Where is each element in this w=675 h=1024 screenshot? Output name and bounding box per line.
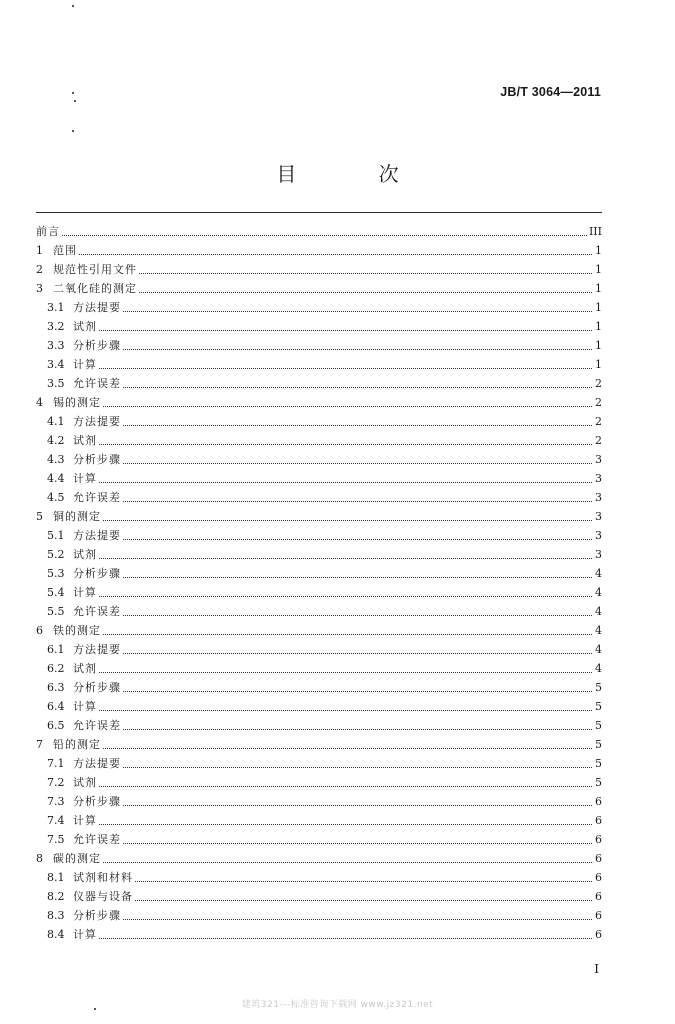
toc-entry bbox=[36, 754, 602, 773]
toc-entry-label: 计算 bbox=[73, 586, 97, 599]
toc-entry bbox=[36, 735, 602, 754]
toc-entry-label: 试剂 bbox=[73, 548, 97, 561]
toc-entry-label: 方法提要 bbox=[73, 529, 121, 542]
toc-entry-label: 计算 bbox=[73, 358, 97, 371]
toc-dot-leader bbox=[99, 545, 592, 564]
toc-dot-leader bbox=[99, 697, 592, 716]
toc-entry bbox=[36, 697, 602, 716]
toc-dot-leader bbox=[99, 431, 592, 450]
toc-entry-label: 计算 bbox=[73, 928, 97, 941]
toc-entry-page: 6 bbox=[595, 909, 602, 922]
toc-entry-page: 3 bbox=[595, 510, 602, 523]
toc-entry-number: 7 bbox=[36, 738, 43, 751]
toc-entry bbox=[36, 526, 602, 545]
toc-dot-leader bbox=[123, 336, 592, 355]
toc-dot-leader bbox=[123, 716, 592, 735]
toc-entry bbox=[36, 925, 602, 944]
toc-entry-label: 方法提要 bbox=[73, 643, 121, 656]
toc-dot-leader bbox=[103, 849, 592, 868]
toc-dot-leader bbox=[123, 754, 592, 773]
toc-entry-label: 试剂 bbox=[73, 320, 97, 333]
toc-entry-number: 7.2 bbox=[47, 776, 65, 789]
toc-entry-page: 5 bbox=[595, 776, 602, 789]
toc-entry-number: 5 bbox=[36, 510, 43, 523]
toc-entry-page: 4 bbox=[595, 662, 602, 675]
toc-dot-leader bbox=[123, 830, 592, 849]
toc-dot-leader bbox=[123, 602, 592, 621]
toc-entry-number: 7.3 bbox=[47, 795, 65, 808]
toc-entry-page: 5 bbox=[595, 681, 602, 694]
toc-entry-number: 8.2 bbox=[47, 890, 65, 903]
toc-dot-leader bbox=[99, 811, 592, 830]
toc-entry-number: 6.1 bbox=[47, 643, 65, 656]
toc-entry bbox=[36, 260, 602, 279]
toc-dot-leader bbox=[79, 241, 592, 260]
toc-dot-leader bbox=[123, 488, 592, 507]
scan-speck bbox=[72, 92, 74, 94]
scan-speck bbox=[94, 1008, 96, 1010]
toc-entry-number: 6.5 bbox=[47, 719, 65, 732]
toc-entry-number: 6.4 bbox=[47, 700, 65, 713]
toc-entry bbox=[36, 640, 602, 659]
toc-entry-page: III bbox=[588, 225, 602, 238]
toc-entry-page: 6 bbox=[595, 814, 602, 827]
toc-dot-leader bbox=[99, 773, 592, 792]
toc-entry-label: 前言 bbox=[36, 225, 60, 238]
toc-entry-label: 试剂 bbox=[73, 662, 97, 675]
toc-dot-leader bbox=[103, 735, 592, 754]
toc-dot-leader bbox=[123, 374, 592, 393]
toc-entry bbox=[36, 488, 602, 507]
toc-dot-leader bbox=[123, 564, 592, 583]
toc-entry bbox=[36, 450, 602, 469]
toc-entry bbox=[36, 374, 602, 393]
toc-dot-leader bbox=[123, 678, 592, 697]
scan-speck bbox=[72, 130, 74, 132]
toc-entry-page: 3 bbox=[595, 548, 602, 561]
scan-speck bbox=[74, 100, 76, 102]
toc-entry-label: 允许误差 bbox=[73, 491, 121, 504]
title-divider bbox=[36, 212, 602, 213]
toc-entry-page: 6 bbox=[595, 852, 602, 865]
toc-entry-number: 5.5 bbox=[47, 605, 65, 618]
toc-entry-number: 4.4 bbox=[47, 472, 65, 485]
toc-entry-number: 4.5 bbox=[47, 491, 65, 504]
toc-entry bbox=[36, 222, 602, 241]
toc-dot-leader bbox=[99, 469, 592, 488]
page-number: I bbox=[594, 962, 599, 976]
toc-dot-leader bbox=[123, 412, 592, 431]
toc-dot-leader bbox=[135, 887, 592, 906]
toc-entry bbox=[36, 906, 602, 925]
toc-entry-page: 2 bbox=[595, 434, 602, 447]
toc-entry bbox=[36, 716, 602, 735]
toc-entry-number: 3.1 bbox=[47, 301, 65, 314]
toc-entry-page: 6 bbox=[595, 795, 602, 808]
toc-entry-page: 1 bbox=[595, 358, 602, 371]
toc-entry-page: 4 bbox=[595, 586, 602, 599]
toc-entry-page: 3 bbox=[595, 491, 602, 504]
toc-entry bbox=[36, 868, 602, 887]
toc-entry-label: 试剂 bbox=[73, 776, 97, 789]
toc-dot-leader bbox=[123, 640, 592, 659]
toc-entry bbox=[36, 621, 602, 640]
toc-entry bbox=[36, 887, 602, 906]
toc-entry-page: 4 bbox=[595, 624, 602, 637]
toc-entry-number: 3.2 bbox=[47, 320, 65, 333]
toc-entry bbox=[36, 393, 602, 412]
toc-entry-page: 1 bbox=[595, 339, 602, 352]
toc-entry bbox=[36, 659, 602, 678]
toc-dot-leader bbox=[123, 792, 592, 811]
toc-entry-page: 6 bbox=[595, 928, 602, 941]
toc-entry-label: 方法提要 bbox=[73, 757, 121, 770]
toc-entry-number: 4 bbox=[36, 396, 43, 409]
toc-entry-number: 8 bbox=[36, 852, 43, 865]
toc-entry-number: 5.3 bbox=[47, 567, 65, 580]
toc-entry-label: 铁的测定 bbox=[53, 624, 101, 637]
toc-entry bbox=[36, 279, 602, 298]
watermark: 建筑321---标准咨询下载网 www.jz321.net bbox=[241, 1000, 434, 1010]
toc-entry bbox=[36, 412, 602, 431]
toc-entry bbox=[36, 811, 602, 830]
toc-entry-label: 分析步骤 bbox=[73, 453, 121, 466]
toc-entry bbox=[36, 298, 602, 317]
page-title: 目 次 bbox=[276, 162, 437, 186]
toc-entry-number: 5.1 bbox=[47, 529, 65, 542]
toc-dot-leader bbox=[139, 279, 592, 298]
toc-entry bbox=[36, 241, 602, 260]
toc-entry-page: 1 bbox=[595, 301, 602, 314]
toc-entry-label: 试剂和材料 bbox=[73, 871, 133, 884]
toc-entry-number: 4.3 bbox=[47, 453, 65, 466]
toc-entry-label: 锡的测定 bbox=[53, 396, 101, 409]
toc-entry bbox=[36, 507, 602, 526]
toc-entry-label: 试剂 bbox=[73, 434, 97, 447]
toc-entry-label: 允许误差 bbox=[73, 719, 121, 732]
toc-entry bbox=[36, 336, 602, 355]
toc-dot-leader bbox=[99, 317, 592, 336]
toc-dot-leader bbox=[135, 868, 592, 887]
toc-entry-number: 1 bbox=[36, 244, 43, 257]
toc-entry-label: 分析步骤 bbox=[73, 567, 121, 580]
standard-code: JB/T 3064—2011 bbox=[500, 85, 601, 99]
toc-entry-number: 4.1 bbox=[47, 415, 65, 428]
toc-entry-number: 2 bbox=[36, 263, 43, 276]
toc-entry-page: 5 bbox=[595, 738, 602, 751]
toc-entry-page: 1 bbox=[595, 244, 602, 257]
toc-entry bbox=[36, 545, 602, 564]
toc-entry-label: 铜的测定 bbox=[53, 510, 101, 523]
toc-dot-leader bbox=[99, 355, 592, 374]
toc-entry-number: 8.4 bbox=[47, 928, 65, 941]
toc-entry-label: 范围 bbox=[53, 244, 77, 257]
toc-entry bbox=[36, 678, 602, 697]
toc-entry bbox=[36, 773, 602, 792]
toc-dot-leader bbox=[103, 393, 592, 412]
toc-entry-page: 6 bbox=[595, 833, 602, 846]
toc-entry-label: 仪器与设备 bbox=[73, 890, 133, 903]
toc-entry-page: 2 bbox=[595, 396, 602, 409]
toc-entry-page: 6 bbox=[595, 890, 602, 903]
toc-dot-leader bbox=[99, 583, 592, 602]
toc-entry bbox=[36, 602, 602, 621]
toc-entry bbox=[36, 355, 602, 374]
toc-entry-page: 3 bbox=[595, 529, 602, 542]
toc-entry-number: 5.2 bbox=[47, 548, 65, 561]
toc-entry-label: 分析步骤 bbox=[73, 339, 121, 352]
toc-entry-number: 7.1 bbox=[47, 757, 65, 770]
toc-dot-leader bbox=[103, 621, 592, 640]
toc-entry-page: 4 bbox=[595, 643, 602, 656]
toc-entry-label: 计算 bbox=[73, 700, 97, 713]
toc-entry bbox=[36, 564, 602, 583]
toc-entry-page: 4 bbox=[595, 567, 602, 580]
toc-entry-label: 碳的测定 bbox=[53, 852, 101, 865]
toc-entry-label: 允许误差 bbox=[73, 377, 121, 390]
toc-entry-number: 3.4 bbox=[47, 358, 65, 371]
toc-entry bbox=[36, 583, 602, 602]
toc-entry bbox=[36, 469, 602, 488]
toc-dot-leader bbox=[123, 906, 592, 925]
toc-entry bbox=[36, 830, 602, 849]
toc-entry-label: 分析步骤 bbox=[73, 681, 121, 694]
toc-entry-label: 规范性引用文件 bbox=[53, 263, 137, 276]
toc-entry-number: 7.4 bbox=[47, 814, 65, 827]
toc-entry-number: 5.4 bbox=[47, 586, 65, 599]
toc-entry-page: 1 bbox=[595, 320, 602, 333]
toc-entry-page: 1 bbox=[595, 282, 602, 295]
toc-entry-number: 8.3 bbox=[47, 909, 65, 922]
toc-entry bbox=[36, 431, 602, 450]
toc-entry-page: 2 bbox=[595, 415, 602, 428]
toc-entry-number: 6 bbox=[36, 624, 43, 637]
table-of-contents bbox=[36, 222, 602, 944]
toc-entry-label: 计算 bbox=[73, 472, 97, 485]
toc-entry-page: 5 bbox=[595, 757, 602, 770]
toc-dot-leader bbox=[123, 298, 592, 317]
toc-dot-leader bbox=[103, 507, 592, 526]
toc-dot-leader bbox=[139, 260, 592, 279]
toc-entry bbox=[36, 317, 602, 336]
toc-entry-label: 允许误差 bbox=[73, 605, 121, 618]
toc-dot-leader bbox=[99, 659, 592, 678]
toc-entry-page: 4 bbox=[595, 605, 602, 618]
toc-entry-label: 铅的测定 bbox=[53, 738, 101, 751]
toc-entry bbox=[36, 849, 602, 868]
toc-dot-leader bbox=[99, 925, 592, 944]
toc-entry-number: 6.3 bbox=[47, 681, 65, 694]
toc-entry-page: 3 bbox=[595, 453, 602, 466]
toc-entry-page: 2 bbox=[595, 377, 602, 390]
toc-entry-number: 6.2 bbox=[47, 662, 65, 675]
toc-entry-page: 3 bbox=[595, 472, 602, 485]
toc-entry-label: 二氧化硅的测定 bbox=[53, 282, 137, 295]
toc-dot-leader bbox=[62, 222, 587, 241]
toc-entry-page: 5 bbox=[595, 700, 602, 713]
toc-entry-number: 3.3 bbox=[47, 339, 65, 352]
toc-entry-label: 方法提要 bbox=[73, 415, 121, 428]
toc-entry-number: 3.5 bbox=[47, 377, 65, 390]
toc-dot-leader bbox=[123, 526, 592, 545]
toc-entry-page: 5 bbox=[595, 719, 602, 732]
toc-entry-label: 分析步骤 bbox=[73, 795, 121, 808]
toc-entry-number: 3 bbox=[36, 282, 43, 295]
scan-speck bbox=[72, 5, 74, 7]
toc-entry-number: 8.1 bbox=[47, 871, 65, 884]
toc-entry-page: 6 bbox=[595, 871, 602, 884]
toc-dot-leader bbox=[123, 450, 592, 469]
toc-entry-label: 计算 bbox=[73, 814, 97, 827]
toc-entry-number: 7.5 bbox=[47, 833, 65, 846]
toc-entry-label: 分析步骤 bbox=[73, 909, 121, 922]
toc-entry-page: 1 bbox=[595, 263, 602, 276]
toc-entry-number: 4.2 bbox=[47, 434, 65, 447]
toc-entry bbox=[36, 792, 602, 811]
toc-entry-label: 方法提要 bbox=[73, 301, 121, 314]
toc-entry-label: 允许误差 bbox=[73, 833, 121, 846]
